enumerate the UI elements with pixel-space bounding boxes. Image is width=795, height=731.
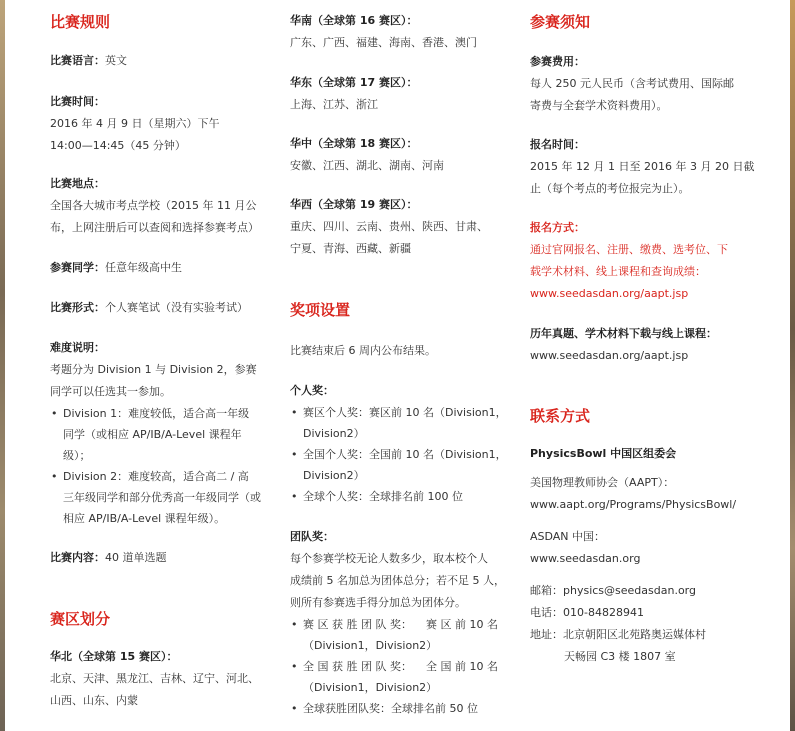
time-label: 比赛时间：: [50, 95, 105, 108]
individual-label: 个人奖：: [290, 384, 334, 397]
contact-email: 邮箱：physics@seedasdan.org: [530, 584, 696, 597]
section-title-awards: 奖项设置: [290, 301, 351, 319]
participants-row: [50, 257, 275, 279]
central-label: 华中（全球第 18 赛区）：: [290, 137, 418, 150]
format-row: [50, 297, 275, 319]
reg-method-line-1: 通过官网报名、注册、缴费、选考位、下: [530, 243, 728, 256]
reg-method-link[interactable]: www.seedasdan.org/aapt.jsp: [530, 287, 689, 300]
division-2-item: [50, 466, 275, 529]
div2-line-2: 三年级同学和部分优秀高一年级同学（或: [63, 491, 261, 504]
team2-line-2: （Division1，Division2）: [303, 681, 438, 694]
aapt-link[interactable]: www.aapt.org/Programs/PhysicsBowl/: [530, 498, 737, 511]
ind3-line: • 全球个人奖：全球排名前 100 位: [303, 490, 463, 503]
location-line-2: 布，上网注册后可以查阅和选择参赛考点）: [50, 221, 259, 234]
difficulty-line-1: 考题分为 Division 1 与 Division 2，参赛: [50, 363, 257, 376]
team1-line-2: （Division1，Division2）: [303, 639, 438, 652]
awards-intro: 比赛结束后 6 周内公布结果。: [290, 344, 436, 357]
team-award-national: [290, 656, 510, 698]
section-title-notice: 参赛须知: [530, 13, 591, 31]
individual-award-national: [290, 444, 510, 486]
individual-award-region: [290, 402, 510, 444]
reg-method-line-2: 载学术材料、线上课程和查询成绩：: [530, 265, 706, 278]
division-list: [50, 403, 275, 529]
ind2-line-2: Division2）: [303, 469, 365, 482]
content-label: 比赛内容：: [50, 551, 105, 564]
right-photo-edge: [790, 0, 795, 731]
time-line-1: 2016 年 4 月 9 日（星期六）下午: [50, 117, 220, 130]
contact-phone: 电话：010-84828941: [530, 606, 644, 619]
reg-time-line-1: 2015 年 12 月 1 日至 2016 年 3 月 20 日截: [530, 160, 755, 173]
division-1-item: [50, 403, 275, 466]
language-value: 英文: [105, 54, 127, 67]
div2-line-3: 相应 AP/IB/A-Level 课程年级）。: [63, 512, 226, 525]
content-value: 40 道单选题: [105, 551, 167, 564]
ind2-line-1: • 全国个人奖：全国前 10 名（Division1，: [303, 448, 507, 461]
reg-time-label: 报名时间：: [530, 138, 585, 151]
west-label: 华西（全球第 19 赛区）：: [290, 198, 418, 211]
south-value: 广东、广西、福建、海南、香港、澳门: [290, 36, 477, 49]
north-line-2: 山西、山东、内蒙: [50, 694, 138, 707]
team-line-2: 成绩前 5 名加总为团体总分；若不足 5 人，: [290, 574, 505, 587]
participants-value: 任意年级高中生: [105, 261, 182, 274]
div1-line-1: • Division 1：难度较低，适合高一年级: [63, 407, 250, 420]
contact-address-line-1: 地址：北京朝阳区北苑路奥运媒体村: [530, 628, 706, 641]
south-label: 华南（全球第 16 赛区）：: [290, 14, 418, 27]
fee-line-1: 每人 250 元人民币（含考试费用、国际邮: [530, 77, 734, 90]
section-title-contact: 联系方式: [530, 407, 591, 425]
team-line-3: 则所有参赛选手得分加总为团体分。: [290, 596, 466, 609]
past-papers-link[interactable]: www.seedasdan.org/aapt.jsp: [530, 349, 689, 362]
committee-name: PhysicsBowl 中国区组委会: [530, 447, 677, 460]
team-label: 团队奖：: [290, 530, 334, 543]
difficulty-label: 难度说明：: [50, 341, 105, 354]
team-award-global: [290, 698, 510, 719]
ind1-line-1: • 赛区个人奖：赛区前 10 名（Division1，: [303, 406, 507, 419]
participants-label: 参赛同学：: [50, 261, 105, 274]
language-label: 比赛语言：: [50, 54, 105, 67]
individual-award-global: [290, 486, 510, 507]
location-line-1: 全国各大城市考点学校（2015 年 11 月公: [50, 199, 257, 212]
fee-label: 参赛费用：: [530, 55, 585, 68]
team1-line-1: • 赛 区 获 胜 团 队 奖： 赛 区 前 10 名: [303, 618, 498, 631]
reg-time-line-2: 止（每个考点的考位报完为止）。: [530, 182, 690, 195]
format-value: 个人赛笔试（没有实验考试）: [105, 301, 248, 314]
east-value: 上海、江苏、浙江: [290, 98, 378, 111]
asdan-link[interactable]: www.seedasdan.org: [530, 552, 641, 565]
left-photo-edge: [0, 0, 5, 731]
location-label: 比赛地点：: [50, 177, 105, 190]
div1-line-3: 级）；: [63, 449, 91, 462]
asdan-label: ASDAN 中国：: [530, 530, 606, 543]
north-label: 华北（全球第 15 赛区）：: [50, 650, 178, 663]
div1-line-2: 同学（或相应 AP/IB/A-Level 课程年: [63, 428, 242, 441]
time-line-2: 14:00—14:45（45 分钟）: [50, 139, 186, 152]
reg-method-label: 报名方式：: [530, 221, 585, 234]
difficulty-line-2: 同学可以任选其一参加。: [50, 385, 171, 398]
team-award-region: [290, 614, 510, 656]
north-line-1: 北京、天津、黑龙江、吉林、辽宁、河北、: [50, 672, 259, 685]
language-row: [50, 50, 275, 72]
div2-line-1: • Division 2：难度较高，适合高二 / 高: [63, 470, 249, 483]
contact-address-line-2: 天畅园 C3 楼 1807 室: [564, 650, 676, 663]
aapt-label: 美国物理教师协会（AAPT）：: [530, 476, 675, 489]
team2-line-1: • 全 国 获 胜 团 队 奖： 全 国 前 10 名: [303, 660, 498, 673]
past-papers-label: 历年真题、学术材料下载与线上课程：: [530, 327, 717, 340]
team-line-1: 每个参赛学校无论人数多少，取本校个人: [290, 552, 488, 565]
team3-line: • 全球获胜团队奖：全球排名前 50 位: [303, 702, 478, 715]
west-line-1: 重庆、四川、云南、贵州、陕西、甘肃、: [290, 220, 488, 233]
format-label: 比赛形式：: [50, 301, 105, 314]
team-award-list: [290, 614, 510, 719]
section-title-regions: 赛区划分: [50, 610, 111, 628]
content-row: [50, 547, 275, 569]
central-value: 安徽、江西、湖北、湖南、河南: [290, 159, 444, 172]
fee-line-2: 寄费与全套学术资料费用）。: [530, 99, 668, 112]
east-label: 华东（全球第 17 赛区）：: [290, 76, 418, 89]
ind1-line-2: Division2）: [303, 427, 365, 440]
west-line-2: 宁夏、青海、西藏、新疆: [290, 242, 411, 255]
section-title-rules: 比赛规则: [50, 13, 111, 31]
individual-award-list: [290, 402, 510, 507]
